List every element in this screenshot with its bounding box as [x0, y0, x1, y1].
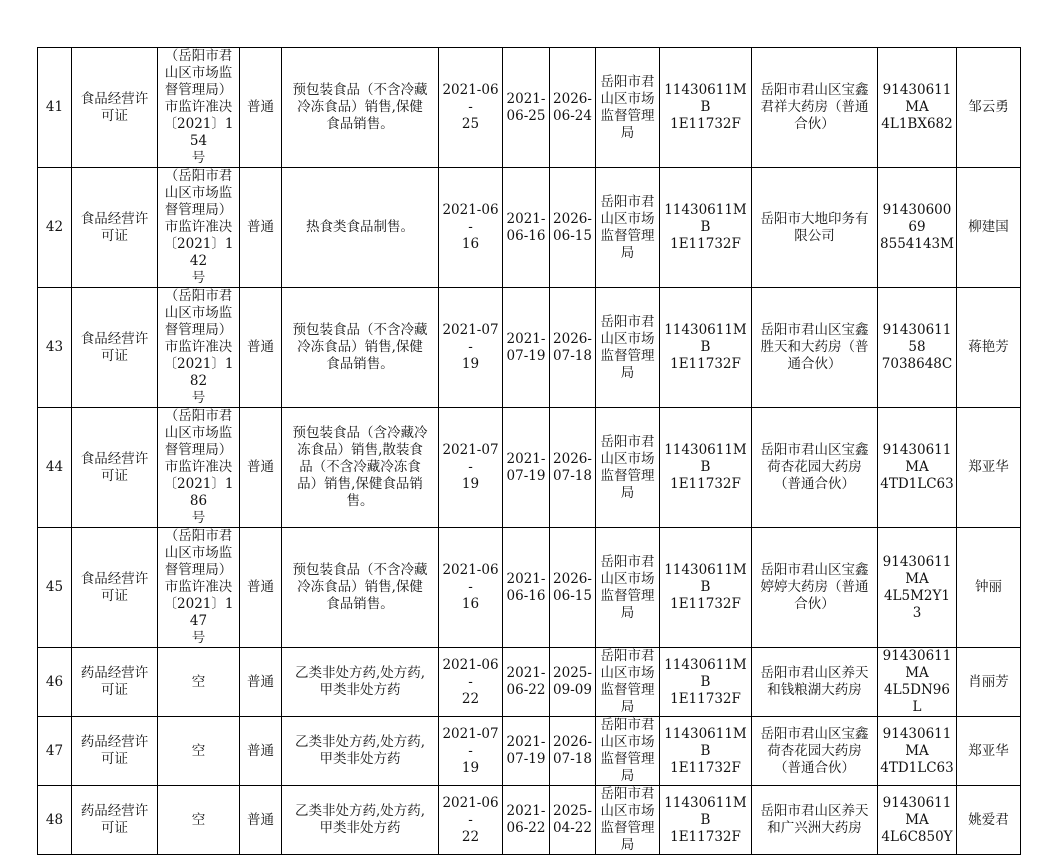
license-holder: 岳阳市君山区宝鑫 胜天和大药房（普 通合伙） — [752, 288, 878, 408]
authority-code: 11430611MB 1E11732F — [660, 717, 752, 786]
legal-representative: 钟丽 — [957, 528, 1021, 648]
decision-date: 2021-06- 22 — [439, 786, 503, 855]
issuing-authority: 岳阳市君 山区市场 监督管理 局 — [596, 48, 660, 168]
license-holder: 岳阳市君山区养天 和钱粮湖大药房 — [752, 648, 878, 717]
valid-from: 2021- 06-16 — [503, 528, 550, 648]
license-holder: 岳阳市君山区宝鑫 君祥大药房（普通 合伙） — [752, 48, 878, 168]
decision-date: 2021-06- 16 — [439, 528, 503, 648]
table-row — [38, 168, 1021, 288]
issuing-authority: 岳阳市君 山区市场 监督管理 局 — [596, 717, 660, 786]
credit-code: 91430611MA 4L1BX682 — [878, 48, 957, 168]
credit-code: 91430611MA 4TD1LC63 — [878, 717, 957, 786]
license-category: 普通 — [240, 168, 282, 288]
valid-from: 2021- 06-22 — [503, 786, 550, 855]
valid-to: 2025- 04-22 — [550, 786, 596, 855]
document-number: 空 — [158, 648, 240, 717]
document-number: 空 — [158, 717, 240, 786]
document-number: （岳阳市君 山区市场监 督管理局） 市监许准决 〔2021〕142 号 — [158, 168, 240, 288]
license-content: 预包装食品（不含冷藏 冷冻食品）销售,保健 食品销售。 — [282, 48, 439, 168]
row-number: 41 — [38, 48, 72, 168]
license-type: 食品经营许 可证 — [72, 168, 158, 288]
license-category: 普通 — [240, 288, 282, 408]
valid-to: 2026- 07-18 — [550, 717, 596, 786]
license-type: 食品经营许 可证 — [72, 528, 158, 648]
row-number: 46 — [38, 648, 72, 717]
credit-code: 91430611MA 4L5DN96L — [878, 648, 957, 717]
decision-date: 2021-07- 19 — [439, 408, 503, 528]
license-category: 普通 — [240, 717, 282, 786]
license-content: 预包装食品（不含冷藏 冷冻食品）销售,保健 食品销售。 — [282, 528, 439, 648]
decision-date: 2021-07- 19 — [439, 717, 503, 786]
row-number: 45 — [38, 528, 72, 648]
authority-code: 11430611MB 1E11732F — [660, 528, 752, 648]
document-number: （岳阳市君 山区市场监 督管理局） 市监许准决 〔2021〕182 号 — [158, 288, 240, 408]
valid-to: 2026- 07-18 — [550, 288, 596, 408]
valid-to: 2026- 06-24 — [550, 48, 596, 168]
license-category: 普通 — [240, 408, 282, 528]
valid-to: 2026- 06-15 — [550, 168, 596, 288]
issuing-authority: 岳阳市君 山区市场 监督管理 局 — [596, 786, 660, 855]
table-row — [38, 408, 1021, 528]
issuing-authority: 岳阳市君 山区市场 监督管理 局 — [596, 528, 660, 648]
document-number: （岳阳市君 山区市场监 督管理局） 市监许准决 〔2021〕147 号 — [158, 528, 240, 648]
row-number: 47 — [38, 717, 72, 786]
credit-code: 91430611MA 4L6C850Y — [878, 786, 957, 855]
authority-code: 11430611MB 1E11732F — [660, 48, 752, 168]
issuing-authority: 岳阳市君 山区市场 监督管理 局 — [596, 408, 660, 528]
row-number: 44 — [38, 408, 72, 528]
decision-date: 2021-06- 25 — [439, 48, 503, 168]
valid-to: 2026- 06-15 — [550, 528, 596, 648]
document-number: 空 — [158, 786, 240, 855]
issuing-authority: 岳阳市君 山区市场 监督管理 局 — [596, 288, 660, 408]
legal-representative: 柳建国 — [957, 168, 1021, 288]
legal-representative: 邹云勇 — [957, 48, 1021, 168]
decision-date: 2021-06- 16 — [439, 168, 503, 288]
valid-from: 2021- 07-19 — [503, 408, 550, 528]
valid-from: 2021- 06-25 — [503, 48, 550, 168]
authority-code: 11430611MB 1E11732F — [660, 168, 752, 288]
table-row — [38, 648, 1021, 717]
row-number: 43 — [38, 288, 72, 408]
table-row — [38, 717, 1021, 786]
authority-code: 11430611MB 1E11732F — [660, 408, 752, 528]
table-row — [38, 48, 1021, 168]
document-number: （岳阳市君 山区市场监 督管理局） 市监许准决 〔2021〕154 号 — [158, 48, 240, 168]
document-number: （岳阳市君 山区市场监 督管理局） 市监许准决 〔2021〕186 号 — [158, 408, 240, 528]
license-holder: 岳阳市君山区宝鑫 荷杏花园大药房 （普通合伙） — [752, 717, 878, 786]
table-row — [38, 786, 1021, 855]
row-number: 42 — [38, 168, 72, 288]
license-category: 普通 — [240, 48, 282, 168]
license-type: 药品经营许 可证 — [72, 786, 158, 855]
license-holder: 岳阳市君山区宝鑫 荷杏花园大药房 （普通合伙） — [752, 408, 878, 528]
license-type: 食品经营许 可证 — [72, 288, 158, 408]
valid-to: 2025- 09-09 — [550, 648, 596, 717]
decision-date: 2021-06- 22 — [439, 648, 503, 717]
license-type: 食品经营许 可证 — [72, 48, 158, 168]
license-content: 乙类非处方药,处方药, 甲类非处方药 — [282, 648, 439, 717]
row-number: 48 — [38, 786, 72, 855]
license-type: 药品经营许 可证 — [72, 648, 158, 717]
valid-from: 2021- 07-19 — [503, 717, 550, 786]
license-holder: 岳阳市君山区养天 和广兴洲大药房 — [752, 786, 878, 855]
credit-code: 91430611MA 4TD1LC63 — [878, 408, 957, 528]
valid-from: 2021- 06-16 — [503, 168, 550, 288]
decision-date: 2021-07- 19 — [439, 288, 503, 408]
table-row — [38, 528, 1021, 648]
authority-code: 11430611MB 1E11732F — [660, 288, 752, 408]
legal-representative: 肖丽芳 — [957, 648, 1021, 717]
legal-representative: 蒋艳芳 — [957, 288, 1021, 408]
license-content: 预包装食品（不含冷藏 冷冻食品）销售,保健 食品销售。 — [282, 288, 439, 408]
valid-from: 2021- 06-22 — [503, 648, 550, 717]
credit-code: 9143061158 7038648C — [878, 288, 957, 408]
credit-code: 9143060069 8554143M — [878, 168, 957, 288]
license-type: 食品经营许 可证 — [72, 408, 158, 528]
issuing-authority: 岳阳市君 山区市场 监督管理 局 — [596, 648, 660, 717]
valid-to: 2026- 07-18 — [550, 408, 596, 528]
license-category: 普通 — [240, 648, 282, 717]
legal-representative: 郑亚华 — [957, 408, 1021, 528]
credit-code: 91430611MA 4L5M2Y13 — [878, 528, 957, 648]
license-content: 乙类非处方药,处方药, 甲类非处方药 — [282, 717, 439, 786]
license-holder: 岳阳市君山区宝鑫 婷婷大药房（普通 合伙） — [752, 528, 878, 648]
license-category: 普通 — [240, 786, 282, 855]
license-type: 药品经营许 可证 — [72, 717, 158, 786]
authority-code: 11430611MB 1E11732F — [660, 786, 752, 855]
license-content: 预包装食品（含冷藏冷 冻食品）销售,散装食 品（不含冷藏冷冻食 品）销售,保健食品销 售。 — [282, 408, 439, 528]
license-holder: 岳阳市大地印务有 限公司 — [752, 168, 878, 288]
legal-representative: 姚爱君 — [957, 786, 1021, 855]
table-row — [38, 288, 1021, 408]
license-table — [37, 47, 1021, 855]
license-category: 普通 — [240, 528, 282, 648]
legal-representative: 郑亚华 — [957, 717, 1021, 786]
license-content: 热食类食品制售。 — [282, 168, 439, 288]
license-content: 乙类非处方药,处方药, 甲类非处方药 — [282, 786, 439, 855]
authority-code: 11430611MB 1E11732F — [660, 648, 752, 717]
valid-from: 2021- 07-19 — [503, 288, 550, 408]
issuing-authority: 岳阳市君 山区市场 监督管理 局 — [596, 168, 660, 288]
